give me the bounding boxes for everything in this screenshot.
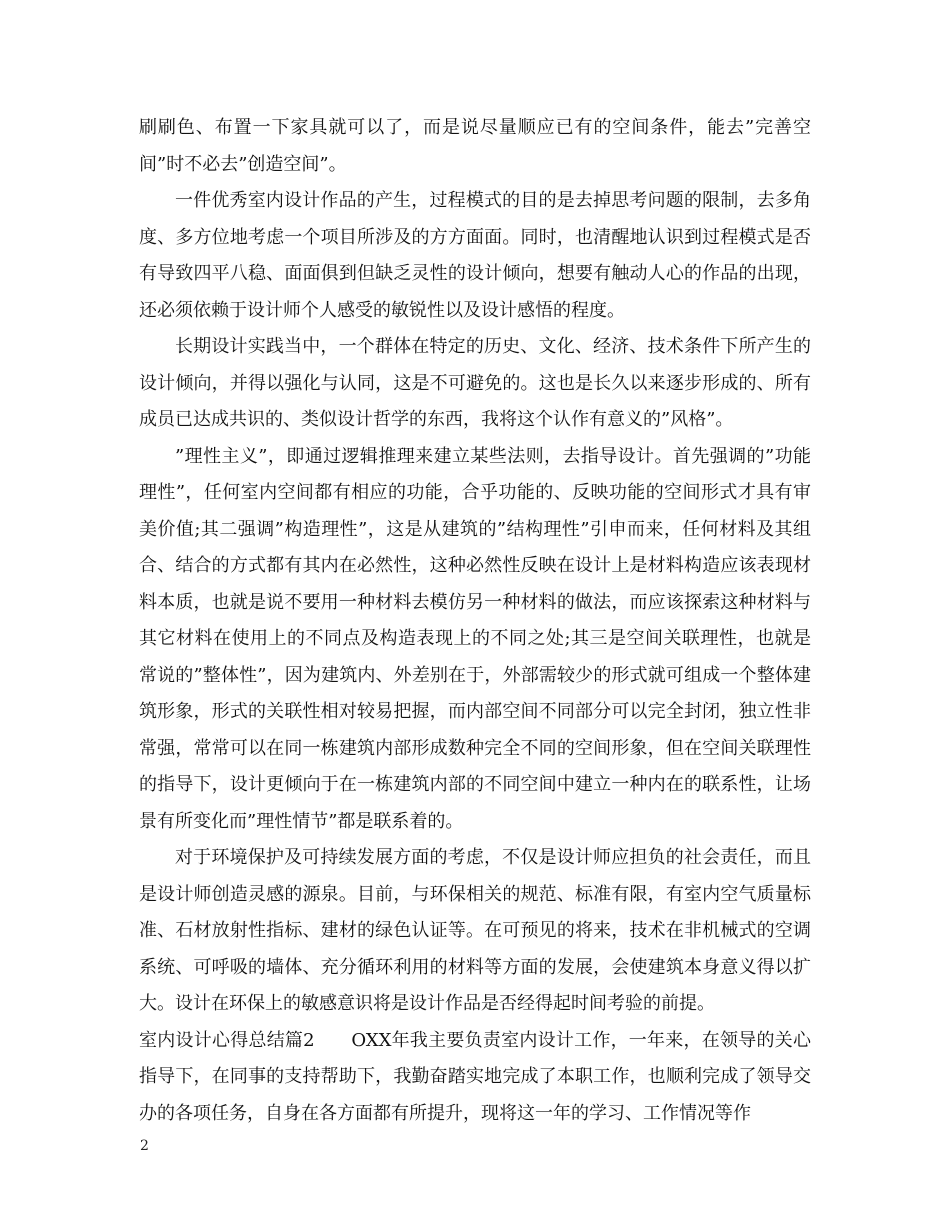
paragraph-5: 对于环境保护及可持续发展方面的考虑，不仅是设计师应担负的社会责任，而且是设计师创造灵感的源泉。目前，与环保相关的规范、标准有限，有室内空气质量标准、石材放射性指标、建材的绿色认证等。在可预见的将来，技术在非机械式的空调系统、可呼吸的墙体、充分循环利用的材料等方面的发展，会使建筑本身意义得以扩大。设计在环保上的敏感意识将是设计作品是否经得起时间考验的前提。	[139, 847, 811, 1014]
paragraph-4: ”理性主义”，即通过逻辑推理来建立某些法则，去指导设计。首先强调的”功能理性”，任何室内空间都有相应的功能，合乎功能的、反映功能的空间形式才具有审美价值;其二强调”构造理性”，这是从建筑的”结构理性”引申而来，任何材料及其组合、结合的方式都有其内在必然性，这种必然性反映在设计上是材料构造应该表现材料本质，也就是说不要用一种材料去模仿另一种材料的做法，而应该探索这种材料与其它材料在使用上的不同点及构造表现上的不同之处;其三是空间关联理性，也就是常说的”整体性”，因为建筑内、外差别在于，外部需较少的形式就可组成一个整体建筑形象，形式的关联性相对较易把握，而内部空间不同部分可以完全封闭，独立性非常强，常常可以在同一栋建筑内部形成数种完全不同的空间形象，但在空间关联理性的指导下，设计更倾向于在一栋建筑内部的不同空间中建立一种内在的联系性，让场景有所变化而”理性情节”都是联系着的。	[139, 445, 811, 832]
paragraph-3: 长期设计实践当中，一个群体在特定的历史、文化、经济、技术条件下所产生的设计倾向，并得以强化与认同，这是不可避免的。这也是长久以来逐步形成的、所有成员已达成共识的、类似设计哲学的东西，我将这个认作有意义的”风格”。	[139, 336, 811, 430]
body-text	[139, 110, 811, 1132]
paragraph-6: 室内设计心得总结篇2 OXX年我主要负责室内设计工作，一年来，在领导的关心指导下，在同事的支持帮助下，我勤奋踏实地完成了本职工作，也顺利完成了领导交办的各项任务，自身在各方面都有所提升，现将这一年的学习、工作情况等作	[139, 1029, 811, 1124]
paragraph-2: 一件优秀室内设计作品的产生，过程模式的目的是去掉思考问题的限制，去多角度、多方位地考虑一个项目所涉及的方方面面。同时，也清醒地认识到过程模式是否有导致四平八稳、面面俱到但缺乏灵性的设计倾向，想要有触动人心的作品的出现，还必须依赖于设计师个人感受的敏锐性以及设计感悟的程度。	[139, 190, 811, 321]
page-number: 2	[140, 1138, 149, 1154]
paragraph-1: 刷刷色、布置一下家具就可以了，而是说尽量顺应已有的空间条件，能去”完善空间”时不必去”创造空间”。	[139, 117, 811, 175]
